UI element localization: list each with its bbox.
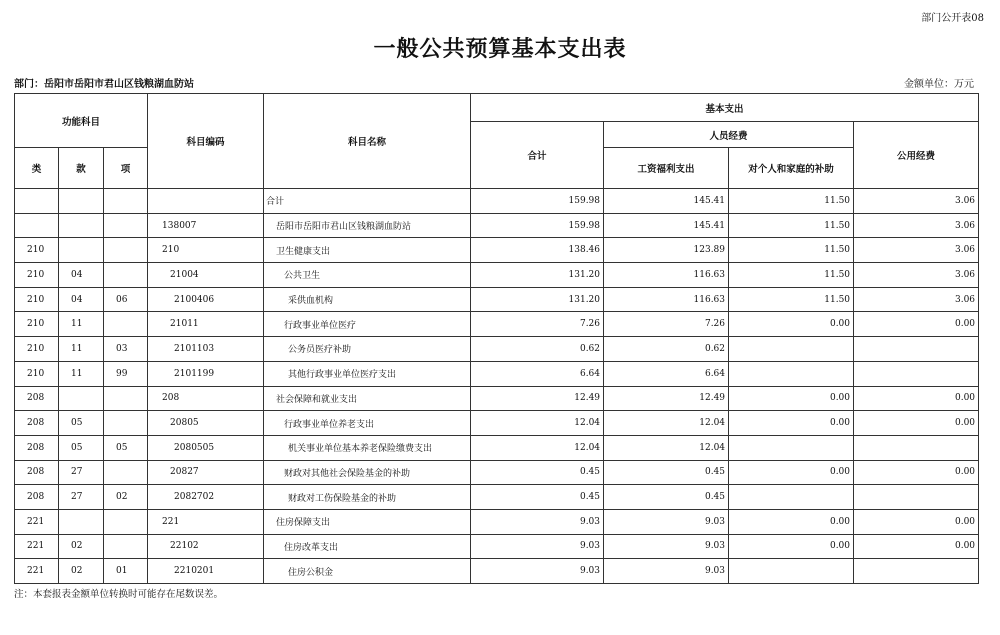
header-total: 合计: [471, 122, 604, 189]
cell-name: 合计: [264, 189, 471, 214]
cell-salary: 0.45: [604, 485, 729, 510]
cell-name: 行政事业单位养老支出: [264, 411, 471, 436]
cell-public: 0.00: [854, 411, 979, 436]
cell-name: 住房保障支出: [264, 509, 471, 534]
table-row: [15, 559, 979, 584]
cell-lei: 210: [15, 287, 59, 312]
cell-kuan: [59, 189, 104, 214]
cell-salary: 145.41: [604, 189, 729, 214]
cell-total: 6.64: [471, 361, 604, 386]
cell-lei: 221: [15, 534, 59, 559]
cell-kuan: 04: [59, 263, 104, 288]
cell-subsidy: 11.50: [729, 263, 854, 288]
cell-total: 9.03: [471, 534, 604, 559]
cell-lei: 210: [15, 263, 59, 288]
cell-code: 2210201: [148, 559, 264, 584]
cell-lei: 210: [15, 361, 59, 386]
cell-public: 0.00: [854, 312, 979, 337]
cell-code: 20805: [148, 411, 264, 436]
table-row: [15, 189, 979, 214]
header-personnel: 人员经费: [604, 122, 854, 148]
cell-total: 0.45: [471, 460, 604, 485]
cell-salary: 116.63: [604, 263, 729, 288]
cell-public: 3.06: [854, 238, 979, 263]
header-name: 科目名称: [264, 94, 471, 189]
header-xiang: 项: [104, 148, 148, 189]
footnote: 注：本套报表金额单位转换时可能存在尾数误差。: [14, 589, 224, 600]
budget-table: [14, 93, 979, 584]
cell-name: 采供血机构: [264, 287, 471, 312]
cell-lei: 221: [15, 509, 59, 534]
cell-subsidy: 11.50: [729, 189, 854, 214]
cell-total: 7.26: [471, 312, 604, 337]
cell-name: 住房改革支出: [264, 534, 471, 559]
cell-code: 21004: [148, 263, 264, 288]
cell-public: 0.00: [854, 534, 979, 559]
cell-salary: 0.45: [604, 460, 729, 485]
table-row: [15, 509, 979, 534]
cell-lei: 210: [15, 337, 59, 362]
cell-name: 社会保障和就业支出: [264, 386, 471, 411]
cell-total: 12.04: [471, 435, 604, 460]
cell-subsidy: 11.50: [729, 238, 854, 263]
cell-xiang: [104, 213, 148, 238]
table-row: [15, 534, 979, 559]
cell-subsidy: [729, 485, 854, 510]
cell-name: 卫生健康支出: [264, 238, 471, 263]
header-public: 公用经费: [854, 122, 979, 189]
cell-kuan: 02: [59, 534, 104, 559]
cell-lei: 208: [15, 460, 59, 485]
cell-public: 3.06: [854, 263, 979, 288]
table-row: [15, 435, 979, 460]
table-row: [15, 460, 979, 485]
cell-salary: 0.62: [604, 337, 729, 362]
cell-public: [854, 559, 979, 584]
cell-subsidy: 0.00: [729, 386, 854, 411]
form-code: 部门公开表08: [921, 13, 984, 24]
header-func-subject: 功能科目: [15, 94, 148, 148]
cell-salary: 12.04: [604, 411, 729, 436]
cell-kuan: 11: [59, 361, 104, 386]
cell-salary: 145.41: [604, 213, 729, 238]
cell-lei: 221: [15, 559, 59, 584]
cell-subsidy: [729, 435, 854, 460]
cell-xiang: 03: [104, 337, 148, 362]
cell-total: 0.45: [471, 485, 604, 510]
cell-name: 财政对工伤保险基金的补助: [264, 485, 471, 510]
cell-kuan: [59, 386, 104, 411]
cell-public: [854, 337, 979, 362]
page-title: 一般公共预算基本支出表: [373, 36, 627, 62]
cell-kuan: [59, 213, 104, 238]
table-row: [15, 386, 979, 411]
header-lei: 类: [15, 148, 59, 189]
cell-public: 0.00: [854, 460, 979, 485]
cell-kuan: 04: [59, 287, 104, 312]
header-kuan: 款: [59, 148, 104, 189]
cell-public: 3.06: [854, 213, 979, 238]
cell-name: 机关事业单位基本养老保险缴费支出: [264, 435, 471, 460]
cell-kuan: 27: [59, 485, 104, 510]
cell-subsidy: 0.00: [729, 509, 854, 534]
cell-salary: 123.89: [604, 238, 729, 263]
cell-xiang: [104, 534, 148, 559]
table-row: [15, 485, 979, 510]
header-salary: 工资福利支出: [604, 148, 729, 189]
cell-xiang: [104, 460, 148, 485]
cell-xiang: [104, 189, 148, 214]
cell-salary: 12.04: [604, 435, 729, 460]
cell-lei: 208: [15, 411, 59, 436]
department-label: 部门：岳阳市岳阳市君山区钱粮湖血防站: [14, 79, 194, 90]
cell-public: [854, 435, 979, 460]
cell-xiang: 06: [104, 287, 148, 312]
header-code: 科目编码: [148, 94, 264, 189]
cell-total: 9.03: [471, 559, 604, 584]
cell-code: 22102: [148, 534, 264, 559]
table-row: [15, 337, 979, 362]
cell-kuan: [59, 238, 104, 263]
cell-lei: 208: [15, 386, 59, 411]
cell-subsidy: [729, 361, 854, 386]
cell-name: 岳阳市岳阳市君山区钱粮湖血防站: [264, 213, 471, 238]
cell-public: [854, 485, 979, 510]
cell-subsidy: [729, 559, 854, 584]
cell-total: 131.20: [471, 263, 604, 288]
cell-salary: 12.49: [604, 386, 729, 411]
cell-lei: 210: [15, 238, 59, 263]
header-basic: 基本支出: [471, 94, 979, 122]
table-row: [15, 287, 979, 312]
table-row: [15, 361, 979, 386]
cell-public: 0.00: [854, 509, 979, 534]
cell-public: [854, 361, 979, 386]
cell-salary: 6.64: [604, 361, 729, 386]
cell-kuan: 27: [59, 460, 104, 485]
table-row: [15, 411, 979, 436]
cell-kuan: 02: [59, 559, 104, 584]
cell-salary: 9.03: [604, 559, 729, 584]
cell-subsidy: 0.00: [729, 411, 854, 436]
table-row: [15, 238, 979, 263]
cell-name: 公务员医疗补助: [264, 337, 471, 362]
cell-name: 财政对其他社会保险基金的补助: [264, 460, 471, 485]
cell-code: 21011: [148, 312, 264, 337]
cell-code: 2100406: [148, 287, 264, 312]
cell-subsidy: 11.50: [729, 213, 854, 238]
cell-kuan: 05: [59, 411, 104, 436]
cell-lei: [15, 189, 59, 214]
cell-kuan: [59, 509, 104, 534]
cell-salary: 9.03: [604, 509, 729, 534]
cell-public: 0.00: [854, 386, 979, 411]
cell-xiang: [104, 509, 148, 534]
table-row: [15, 312, 979, 337]
cell-lei: 208: [15, 485, 59, 510]
cell-code: 210: [148, 238, 264, 263]
cell-total: 138.46: [471, 238, 604, 263]
cell-name: 行政事业单位医疗: [264, 312, 471, 337]
cell-total: 12.49: [471, 386, 604, 411]
cell-code: 208: [148, 386, 264, 411]
cell-xiang: 02: [104, 485, 148, 510]
cell-code: 2082702: [148, 485, 264, 510]
amount-unit-label: 金额单位：万元: [904, 79, 974, 90]
cell-total: 12.04: [471, 411, 604, 436]
cell-kuan: 11: [59, 312, 104, 337]
cell-code: 221: [148, 509, 264, 534]
header-subsidy: 对个人和家庭的补助: [729, 148, 854, 189]
table-row: [15, 213, 979, 238]
cell-name: 其他行政事业单位医疗支出: [264, 361, 471, 386]
cell-name: 住房公积金: [264, 559, 471, 584]
cell-total: 159.98: [471, 213, 604, 238]
cell-subsidy: 0.00: [729, 534, 854, 559]
cell-salary: 9.03: [604, 534, 729, 559]
cell-xiang: 05: [104, 435, 148, 460]
cell-xiang: 01: [104, 559, 148, 584]
cell-lei: [15, 213, 59, 238]
cell-total: 0.62: [471, 337, 604, 362]
cell-code: 2101199: [148, 361, 264, 386]
cell-name: 公共卫生: [264, 263, 471, 288]
cell-xiang: [104, 238, 148, 263]
cell-code: 20827: [148, 460, 264, 485]
cell-total: 9.03: [471, 509, 604, 534]
cell-xiang: [104, 386, 148, 411]
cell-code: 138007: [148, 213, 264, 238]
cell-xiang: [104, 263, 148, 288]
cell-kuan: 05: [59, 435, 104, 460]
cell-salary: 116.63: [604, 287, 729, 312]
cell-subsidy: [729, 337, 854, 362]
cell-subsidy: 11.50: [729, 287, 854, 312]
cell-public: 3.06: [854, 189, 979, 214]
cell-total: 159.98: [471, 189, 604, 214]
cell-total: 131.20: [471, 287, 604, 312]
cell-xiang: 99: [104, 361, 148, 386]
cell-code: [148, 189, 264, 214]
cell-code: 2101103: [148, 337, 264, 362]
cell-salary: 7.26: [604, 312, 729, 337]
cell-public: 3.06: [854, 287, 979, 312]
cell-xiang: [104, 411, 148, 436]
cell-lei: 210: [15, 312, 59, 337]
cell-code: 2080505: [148, 435, 264, 460]
cell-xiang: [104, 312, 148, 337]
table-row: [15, 263, 979, 288]
cell-subsidy: 0.00: [729, 460, 854, 485]
cell-subsidy: 0.00: [729, 312, 854, 337]
cell-lei: 208: [15, 435, 59, 460]
cell-kuan: 11: [59, 337, 104, 362]
